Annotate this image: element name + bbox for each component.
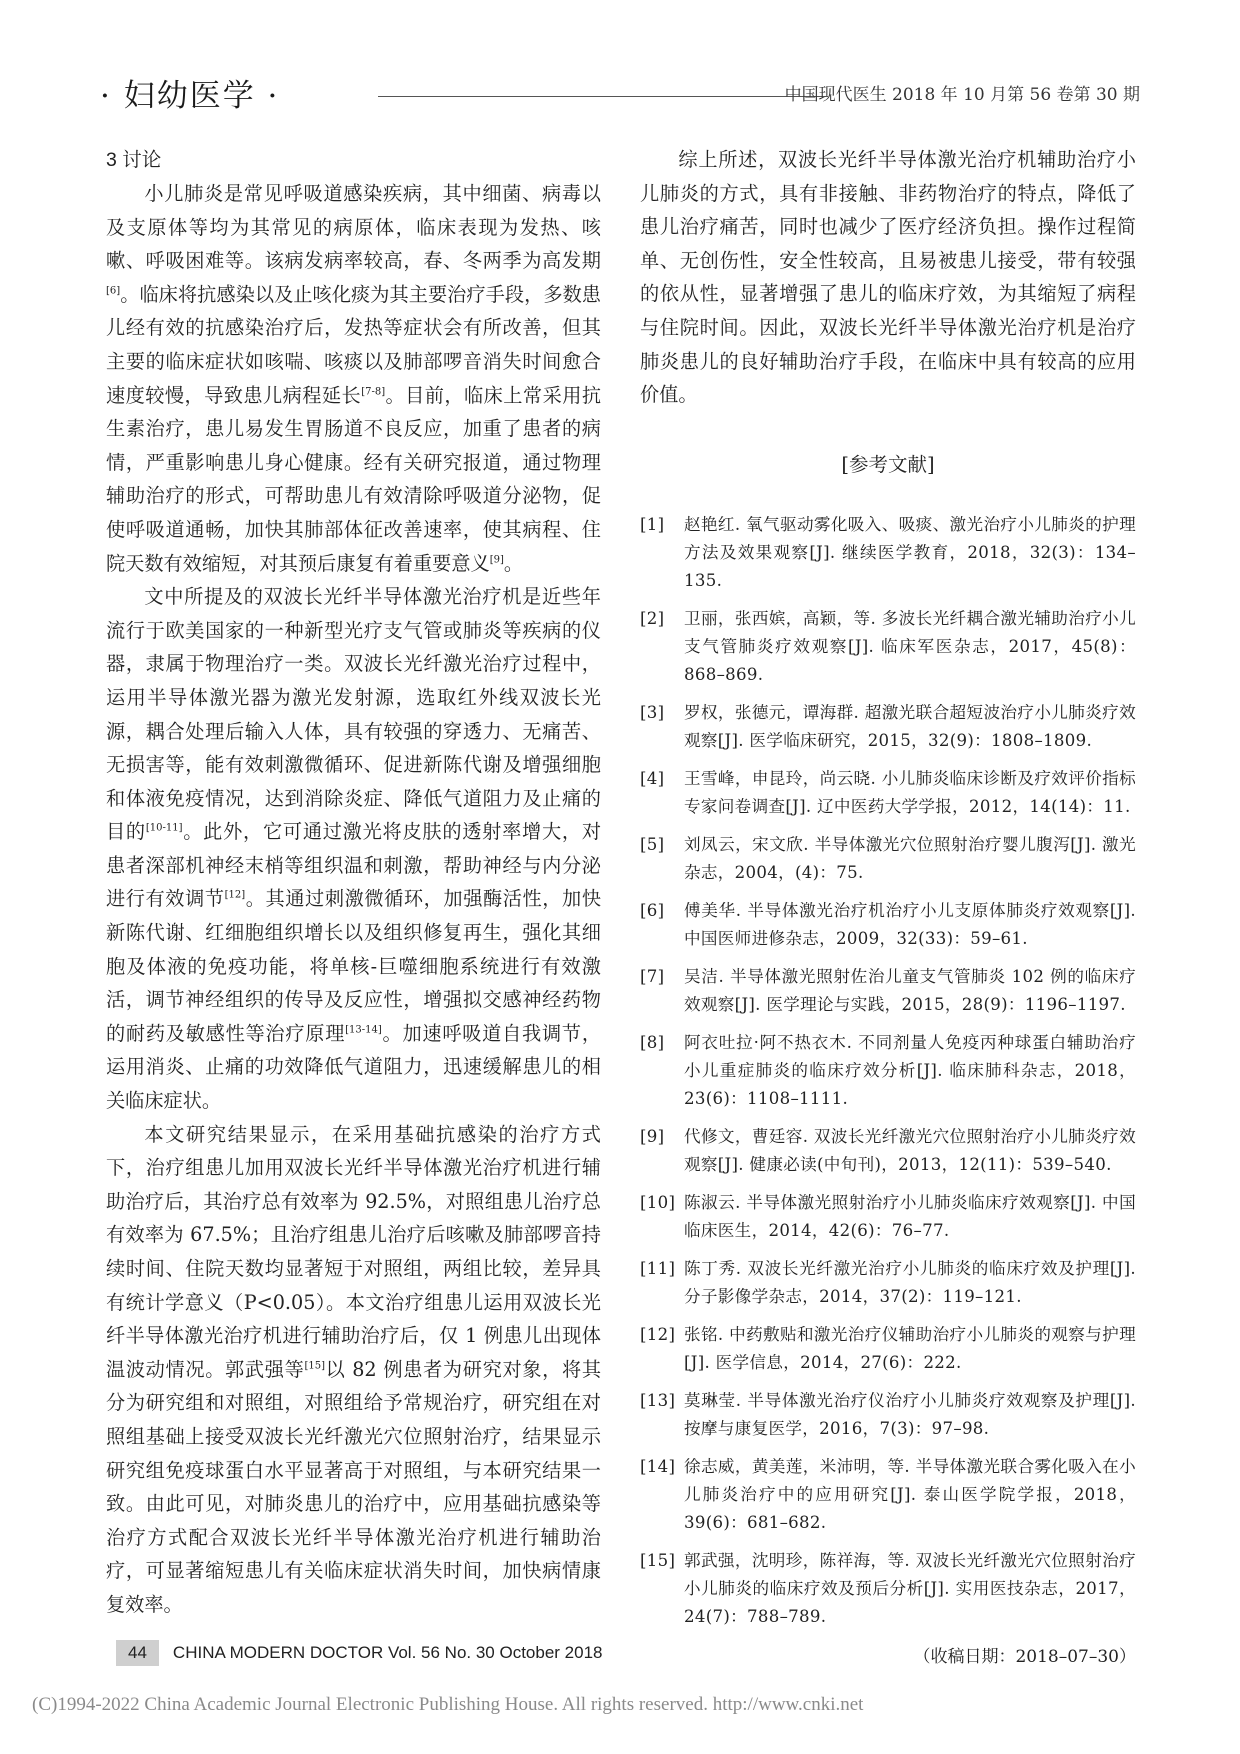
reference-number: [8] <box>640 1033 665 1053</box>
reference-number: [13] <box>640 1391 676 1411</box>
reference-number: [12] <box>640 1325 676 1345</box>
reference-number: [9] <box>640 1127 665 1147</box>
reference-text: 郭武强，沈明珍，陈祥海，等. 双波长光纤激光穴位照射治疗小儿肺炎的临床疗效及预后分析[J]. 实用医技杂志，2017，24(7)：788–789. <box>684 1551 1136 1627</box>
header-divider <box>378 96 828 97</box>
reference-item <box>640 1321 1136 1377</box>
reference-text: 徐志威，黄美莲，米沛明，等. 半导体激光联合雾化吸入在小儿肺炎治疗中的应用研究[J]. 泰山医学院学报，2018，39(6)：681–682. <box>684 1457 1136 1533</box>
discussion-paragraph-1: 小儿肺炎是常见呼吸道感染疾病，其中细菌、病毒以及支原体等均为其常见的病原体，临床表现为发热、咳嗽、呼吸困难等。该病发病率较高，春、冬两季为高发期[6]。临床将抗感染以及止咳化痰为其主要治疗手段，多数患儿经有效的抗感染治疗后，发热等症状会有所改善，但其主要的临床症状如咳喘、咳痰以及肺部啰音消失时间愈合速度较慢，导致患儿病程延长[7-8]。目前，临床上常采用抗生素治疗，患儿易发生胃肠道不良反应，加重了患者的病情，严重影响患儿身心健康。经有关研究报道，通过物理辅助治疗的形式，可帮助患儿有效清除呼吸道分泌物，促使呼吸道通畅，加快其肺部体征改善速率，使其病程、住院天数有效缩短，对其预后康复有着重要意义[9]。 <box>106 182 602 575</box>
reference-number: [2] <box>640 609 665 629</box>
reference-number: [5] <box>640 835 665 855</box>
reference-text: 刘凤云，宋文欣. 半导体激光穴位照射治疗婴儿腹泻[J]. 激光杂志，2004，(4)：75. <box>684 835 1136 883</box>
received-date: （收稿日期：2018–07–30） <box>913 1647 1136 1668</box>
reference-number: [3] <box>640 703 665 723</box>
reference-text: 代修文，曹廷容. 双波长光纤激光穴位照射治疗小儿肺炎疗效观察[J]. 健康必读(中旬刊)，2013，12(11)：539–540. <box>684 1127 1136 1175</box>
reference-number: [6] <box>640 901 665 921</box>
reference-number: [7] <box>640 967 665 987</box>
reference-item <box>640 511 1136 595</box>
reference-number: [4] <box>640 769 665 789</box>
reference-text: 吴洁. 半导体激光照射佐治儿童支气管肺炎 102 例的临床疗效观察[J]. 医学理论与实践，2015，28(9)：1196–1197. <box>684 967 1136 1015</box>
reference-item <box>640 1453 1136 1537</box>
references-title: [参考文献] <box>841 452 935 476</box>
reference-text: 张铭. 中药敷贴和激光治疗仪辅助治疗小儿肺炎的观察与护理[J]. 医学信息，2014，27(6)：222. <box>684 1325 1136 1373</box>
discussion-heading: 3 讨论 <box>106 149 162 171</box>
right-column <box>640 143 1136 1675</box>
reference-number: [14] <box>640 1457 676 1477</box>
discussion-paragraph-2: 文中所提及的双波长光纤半导体激光治疗机是近些年流行于欧美国家的一种新型光疗支气管或肺炎等疾病的仪器，隶属于物理治疗一类。双波长光纤激光治疗过程中，运用半导体激光器为激光发射源，选取红外线双波长光源，耦合处理后输入人体，具有较强的穿透力、无痛苦、无损害等，能有效刺激微循环、促进新陈代谢及增强细胞和体液免疫情况，达到消除炎症、降低气道阻力及止痛的目的[10-11]。此外，它可通过激光将皮肤的透射率增大，对患者深部机神经末梢等组织温和刺激，帮助神经与内分泌进行有效调节[12]。其通过刺激微循环，加强酶活性，加快新陈代谢、红细胞组织增长以及组织修复再生，强化其细胞及体液的免疫功能，将单核-巨噬细胞系统进行有效激活，调节神经组织的传导及反应性，增强拟交感神经药物的耐药及敏感性等治疗原理[13-14]。加速呼吸道自我调节，运用消炎、止痛的功效降低气道阻力，迅速缓解患儿的相关临床症状。 <box>106 585 602 1113</box>
section-title: · 妇幼医学 · <box>100 78 280 114</box>
journal-english-info: CHINA MODERN DOCTOR Vol. 56 No. 30 October 2018 <box>172 1643 603 1662</box>
reference-item <box>640 963 1136 1019</box>
reference-item <box>640 699 1136 755</box>
copyright-notice: (C)1994-2022 China Academic Journal Electronic Publishing House. All rights reserved. http://www.cnki.net <box>32 1694 864 1715</box>
discussion-paragraph-3: 本文研究结果显示，在采用基础抗感染的治疗方式下，治疗组患儿加用双波长光纤半导体激光治疗机进行辅助治疗后，其治疗总有效率为 92.5%，对照组患儿治疗总有效率为 67.5%；且治疗组患儿治疗后咳嗽及肺部啰音持续时间、住院天数均显著短于对照组，两组比较，差异具有统计学意义（P<0.05）。本文治疗组患儿运用双波长光纤半导体激光治疗机进行辅助治疗后，仅 1 例患儿出现体温波动情况。郭武强等[15]以 82 例患者为研究对象，将其分为研究组和对照组，对照组给予常规治疗，研究组在对照组基础上接受双波长光纤激光穴位照射治疗，结果显示研究组免疫球蛋白水平显著高于对照组，与本研究结果一致。由此可见，对肺炎患儿的治疗中，应用基础抗感染等治疗方式配合双波长光纤半导体激光治疗机进行辅助治疗，可显著缩短患儿有关临床症状消失时间，加快病情康复效率。 <box>106 1122 602 1616</box>
reference-item <box>640 1255 1136 1311</box>
reference-item <box>640 831 1136 887</box>
page-header <box>100 70 1140 120</box>
reference-text: 陈淑云. 半导体激光照射治疗小儿肺炎临床疗效观察[J]. 中国临床医生，2014，42(6)：76–77. <box>684 1193 1136 1241</box>
reference-number: [15] <box>640 1551 676 1571</box>
reference-text: 王雪峰，申昆玲，尚云晓. 小儿肺炎临床诊断及疗效评价指标专家问卷调查[J]. 辽中医药大学学报，2012，14(14)：11. <box>684 769 1136 817</box>
reference-text: 傅美华. 半导体激光治疗机治疗小儿支原体肺炎疗效观察[J]. 中国医师进修杂志，2009，32(33)：59–61. <box>684 901 1136 949</box>
reference-number: [1] <box>640 515 665 535</box>
reference-item <box>640 1123 1136 1179</box>
reference-text: 赵艳红. 氧气驱动雾化吸入、吸痰、激光治疗小儿肺炎的护理方法及效果观察[J]. 继续医学教育，2018，32(3)：134–135. <box>684 515 1136 591</box>
reference-text: 罗权，张德元，谭海群. 超激光联合超短波治疗小儿肺炎疗效观察[J]. 医学临床研究，2015，32(9)：1808–1809. <box>684 703 1136 751</box>
reference-text: 莫琳莹. 半导体激光治疗仪治疗小儿肺炎疗效观察及护理[J]. 按摩与康复医学，2016，7(3)：97–98. <box>684 1391 1136 1439</box>
reference-item <box>640 765 1136 821</box>
reference-text: 阿衣吐拉·阿不热衣木. 不同剂量人免疫丙种球蛋白辅助治疗小儿重症肺炎的临床疗效分析[J]. 临床肺科杂志，2018，23(6)：1108–1111. <box>684 1033 1136 1109</box>
reference-item <box>640 1189 1136 1245</box>
reference-number: [11] <box>640 1259 676 1279</box>
reference-item <box>640 605 1136 689</box>
reference-text: 卫丽，张西嫔，高颖，等. 多波长光纤耦合激光辅助治疗小儿支气管肺炎疗效观察[J]. 临床军医杂志，2017，45(8)：868–869. <box>684 609 1136 685</box>
reference-item <box>640 897 1136 953</box>
left-column <box>106 143 601 1622</box>
page-number: 44 <box>116 1640 159 1666</box>
conclusion-paragraph: 综上所述，双波长光纤半导体激光治疗机辅助治疗小儿肺炎的方式，具有非接触、非药物治疗的特点，降低了患儿治疗痛苦，同时也减少了医疗经济负担。操作过程简单、无创伤性，安全性较高，且易被患儿接受，带有较强的依从性，显著增强了患儿的临床疗效，为其缩短了病程与住院时间。因此，双波长光纤半导体激光治疗机是治疗肺炎患儿的良好辅助治疗手段，在临床中具有较高的应用价值。 <box>640 148 1136 407</box>
reference-item <box>640 1029 1136 1113</box>
reference-number: [10] <box>640 1193 676 1213</box>
reference-list <box>640 511 1136 1631</box>
reference-text: 陈丁秀. 双波长光纤激光治疗小儿肺炎的临床疗效及护理[J]. 分子影像学杂志，2014，37(2)：119–121. <box>684 1259 1136 1307</box>
page-footer <box>116 1640 603 1666</box>
reference-item <box>640 1547 1136 1631</box>
reference-item <box>640 1387 1136 1443</box>
journal-info: 中国现代医生 2018 年 10 月第 56 卷第 30 期 <box>784 85 1140 105</box>
